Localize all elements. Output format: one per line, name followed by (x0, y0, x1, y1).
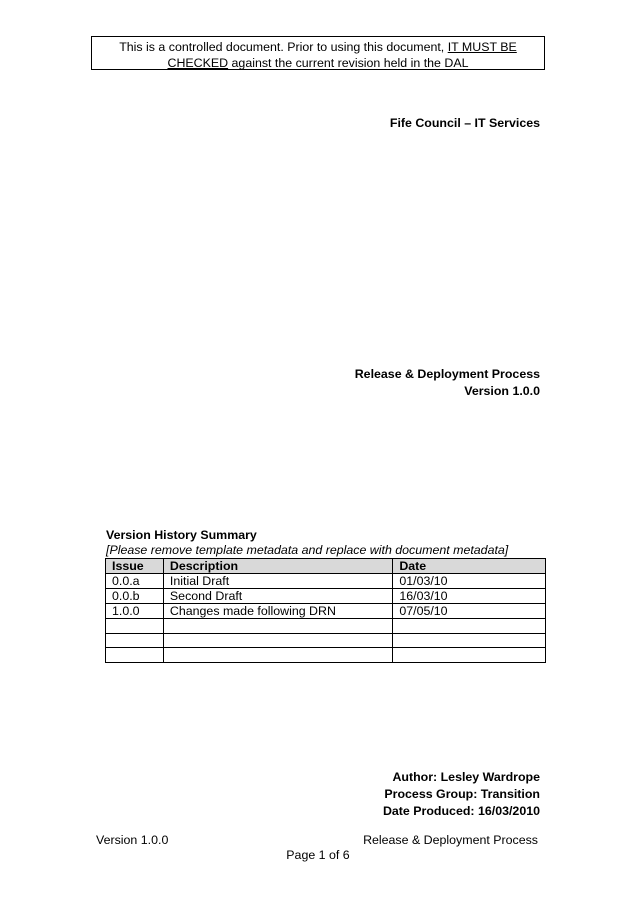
document-metadata (383, 769, 540, 820)
table-row (106, 648, 546, 663)
table-row (106, 604, 546, 619)
date-cell: 01/03/10 (393, 574, 546, 589)
description-cell (163, 648, 392, 663)
footer-version: Version 1.0.0 (96, 833, 169, 847)
notice-emphasis: IT MUST BE (447, 40, 517, 54)
version-history-table (105, 558, 546, 663)
notice-emphasis: CHECKED (167, 56, 229, 70)
table-row (106, 633, 546, 648)
notice-text: This is a controlled document. Prior to using this document, (119, 40, 448, 54)
author: Author: Lesley Wardrope (392, 770, 540, 784)
description-cell: Initial Draft (163, 574, 392, 589)
date-produced: Date Produced: 16/03/2010 (382, 804, 540, 818)
document-version: Version 1.0.0 (464, 384, 540, 398)
description-cell: Second Draft (163, 589, 392, 604)
table-row (106, 589, 546, 604)
description-cell (163, 633, 392, 648)
description-cell: Changes made following DRN (163, 604, 392, 619)
header-issue: Issue (106, 559, 164, 574)
table-row (106, 619, 546, 634)
version-history-title: Version History Summary (106, 528, 257, 542)
header-date: Date (393, 559, 546, 574)
footer-title: Release & Deployment Process (363, 833, 538, 847)
organisation-name: Fife Council – IT Services (389, 116, 540, 130)
issue-cell (106, 648, 164, 663)
table-header-row (106, 559, 546, 574)
table-row (106, 574, 546, 589)
date-cell: 07/05/10 (393, 604, 546, 619)
notice-line-2 (92, 55, 544, 71)
version-history-note: [Please remove template metadata and replace with document metadata] (106, 543, 509, 557)
issue-cell: 1.0.0 (106, 604, 164, 619)
notice-line-1 (92, 39, 544, 55)
notice-text: against the current revision held in the DAL (228, 56, 469, 70)
date-cell (393, 648, 546, 663)
document-title: Release & Deployment Process (354, 367, 540, 381)
controlled-document-notice (91, 36, 545, 70)
date-cell (393, 633, 546, 648)
issue-cell (106, 619, 164, 634)
issue-cell: 0.0.b (106, 589, 164, 604)
date-cell: 16/03/10 (393, 589, 546, 604)
footer-page-number: Page 1 of 6 (286, 848, 350, 862)
header-description: Description (163, 559, 392, 574)
issue-cell: 0.0.a (106, 574, 164, 589)
process-group: Process Group: Transition (384, 787, 540, 801)
document-title-block (355, 366, 540, 400)
description-cell (163, 619, 392, 634)
issue-cell (106, 633, 164, 648)
date-cell (393, 619, 546, 634)
